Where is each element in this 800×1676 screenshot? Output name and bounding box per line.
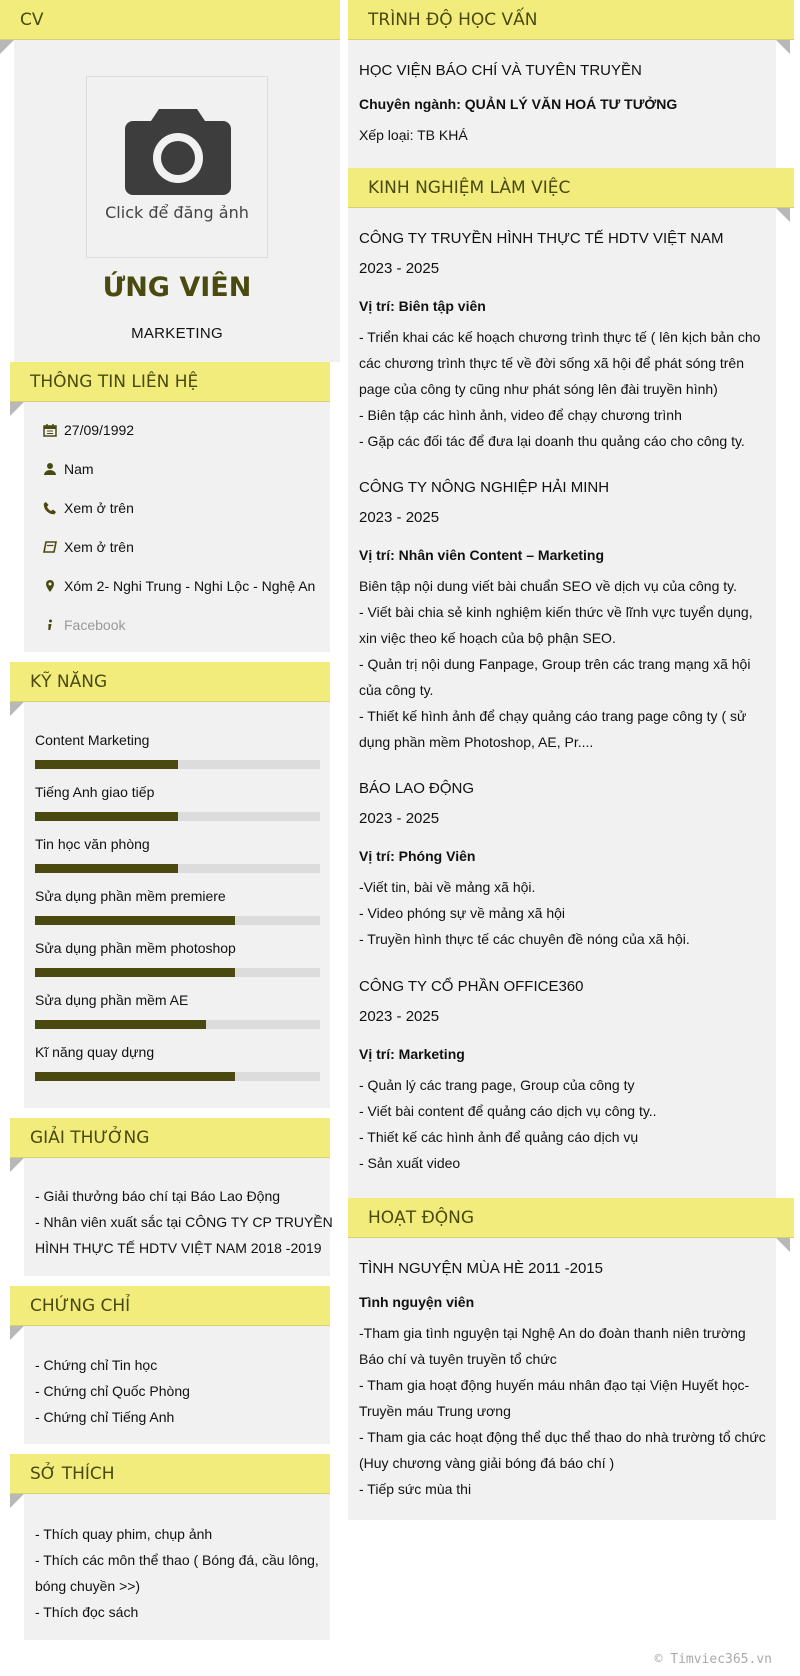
skill-item: [35, 940, 320, 977]
skill-bar-track: [35, 1020, 320, 1029]
hobby-line: - Thích quay phim, chụp ảnh: [35, 1526, 213, 1542]
skill-bar-track: [35, 1072, 320, 1081]
activity-role: Tình nguyện viên: [359, 1294, 475, 1310]
certificates-heading: CHỨNG CHỈ: [10, 1286, 330, 1326]
job-line: - Quản trị nội dung Fanpage, Group trên các trang mạng xã hội: [359, 656, 751, 672]
skill-item: [35, 1044, 320, 1081]
major: Chuyên ngành: QUẢN LÝ VĂN HOÁ TƯ TƯỞNG: [359, 96, 678, 112]
skill-bar-fill: [35, 760, 178, 769]
skill-item: [35, 888, 320, 925]
award-line: - Nhân viên xuất sắc tại CÔNG TY CP TRUYỀN: [35, 1214, 333, 1230]
cv-label: CV: [20, 10, 44, 30]
skill-bar-track: [35, 968, 320, 977]
person-icon: [42, 461, 58, 477]
job-line: -Viết tin, bài về mảng xã hội.: [359, 879, 536, 895]
gender-row: [42, 461, 94, 477]
hobby-line: bóng chuyền >>): [35, 1578, 141, 1594]
facebook-row[interactable]: [42, 617, 125, 633]
activity-line: -Tham gia tình nguyện tại Nghệ An do đoàn thanh niên trường: [359, 1325, 746, 1341]
skill-bar-track: [35, 864, 320, 873]
activity-line: - Tham gia các hoạt động thể dục thể thao do nhà trường tổ chức: [359, 1429, 766, 1445]
skill-bar-track: [35, 916, 320, 925]
skills-heading: KỸ NĂNG: [10, 662, 330, 702]
ribbon-fold: [10, 1494, 24, 1508]
company-name: BÁO LAO ĐỘNG: [359, 780, 475, 797]
ribbon-fold: [776, 40, 790, 54]
job-line: các chương trình thực tế về đời sống xã hội để phát sóng trên: [359, 355, 744, 371]
watermark: © Timviec365.vn: [654, 1652, 772, 1667]
job-line: - Viết bài content để quảng cáo dịch vụ công ty..: [359, 1103, 657, 1119]
job-period: 2023 - 2025: [359, 509, 440, 526]
job-line: - Viết bài chia sẻ kinh nghiệm kiến thức về lĩnh vực tuyển dụng,: [359, 604, 753, 620]
contact-panel: [24, 402, 330, 652]
calendar-icon: [42, 422, 58, 438]
job-title: MARKETING: [131, 325, 223, 342]
job-line: - Quản lý các trang page, Group của công ty: [359, 1077, 635, 1093]
job-period: 2023 - 2025: [359, 1008, 440, 1025]
experience-heading: KINH NGHIỆM LÀM VIỆC: [348, 168, 794, 208]
hobby-line: - Thích đọc sách: [35, 1604, 139, 1620]
skill-bar-fill: [35, 812, 178, 821]
skill-label: Sửa dụng phần mềm photoshop: [35, 940, 236, 956]
job-line: - Video phóng sự về mảng xã hội: [359, 905, 566, 921]
job-position: Vị trí: Marketing: [359, 1046, 465, 1062]
activity-line: (Huy chương vàng giải bóng đá báo chí ): [359, 1455, 615, 1471]
phone-value: Xem ở trên: [64, 500, 134, 516]
certificate-line: - Chứng chỉ Tin học: [35, 1357, 158, 1373]
activity-line: Truyền máu Trung ương: [359, 1403, 511, 1419]
job-line: - Thiết kế các hình ảnh để quảng cáo dịch vụ: [359, 1129, 639, 1145]
phone-row: [42, 500, 134, 516]
ribbon-fold: [10, 402, 24, 416]
skill-label: Tiếng Anh giao tiếp: [35, 784, 155, 800]
company-name: CÔNG TY CỔ PHẦN OFFICE360: [359, 978, 584, 995]
ribbon-fold: [10, 702, 24, 716]
photo-caption: Click để đăng ảnh: [105, 203, 249, 222]
hobbies-heading: SỞ THÍCH: [10, 1454, 330, 1494]
ribbon-fold: [776, 1238, 790, 1252]
job-period: 2023 - 2025: [359, 260, 440, 277]
company-name: CÔNG TY TRUYỀN HÌNH THỰC TẾ HDTV VIỆT NAM: [359, 230, 724, 247]
education-heading: TRÌNH ĐỘ HỌC VẤN: [348, 0, 794, 40]
school-name: HỌC VIỆN BÁO CHÍ VÀ TUYÊN TRUYỀN: [359, 62, 642, 79]
skill-label: Sửa dụng phần mềm AE: [35, 992, 189, 1008]
activity-line: - Tham gia hoạt động huyến máu nhân đạo tại Viện Huyết học-: [359, 1377, 750, 1393]
ribbon-fold: [10, 1326, 24, 1340]
skill-bar-track: [35, 760, 320, 769]
ribbon-fold: [776, 208, 790, 222]
birthday-row: [42, 422, 134, 438]
email-value: Xem ở trên: [64, 539, 134, 555]
info-icon: [42, 617, 58, 633]
skill-label: Kĩ năng quay dựng: [35, 1044, 155, 1060]
skill-item: [35, 992, 320, 1029]
skill-bar-track: [35, 812, 320, 821]
award-line: - Giải thưởng báo chí tại Báo Lao Động: [35, 1188, 281, 1204]
job-line: - Truyền hình thực tế các chuyên đề nóng của xã hội.: [359, 931, 690, 947]
job-period: 2023 - 2025: [359, 810, 440, 827]
birthday-value: 27/09/1992: [64, 422, 135, 438]
hobby-line: - Thích các môn thể thao ( Bóng đá, cầu lông,: [35, 1552, 319, 1568]
camera-icon: [123, 103, 233, 197]
photo-upload[interactable]: [86, 76, 268, 258]
job-line: - Gặp các đối tác để đưa lại doanh thu quảng cáo cho công ty.: [359, 433, 745, 449]
contact-heading: THÔNG TIN LIÊN HỆ: [10, 362, 330, 402]
job-line: - Biên tập các hình ảnh, video để chạy chương trình: [359, 407, 682, 423]
skill-bar-fill: [35, 916, 235, 925]
grade: Xếp loại: TB KHÁ: [359, 127, 468, 143]
activities-heading: HOẠT ĐỘNG: [348, 1198, 794, 1238]
candidate-name: ỨNG VIÊN: [102, 272, 252, 303]
job-line: page của công ty cũng như phát sóng lên đài truyền hình): [359, 381, 718, 397]
activity-title: TÌNH NGUYỆN MÙA HÈ 2011 -2015: [359, 1260, 603, 1277]
gender-value: Nam: [64, 461, 94, 477]
skill-bar-fill: [35, 1020, 206, 1029]
job-line: Biên tập nội dung viết bài chuẩn SEO về dịch vụ của công ty.: [359, 578, 737, 594]
envelope-icon: [42, 539, 58, 555]
skill-bar-fill: [35, 864, 178, 873]
certificate-line: - Chứng chỉ Quốc Phòng: [35, 1383, 190, 1399]
job-line: của công ty.: [359, 682, 434, 698]
skill-label: Tin học văn phòng: [35, 836, 150, 852]
skill-bar-fill: [35, 968, 235, 977]
activity-line: - Tiếp sức mùa thi: [359, 1481, 472, 1497]
address-value: Xóm 2- Nghi Trung - Nghi Lộc - Nghệ An: [64, 578, 316, 594]
certificate-line: - Chứng chỉ Tiếng Anh: [35, 1409, 175, 1425]
skill-bar-fill: [35, 1072, 235, 1081]
job-line: - Triển khai các kế hoạch chương trình thực tế ( lên kịch bản cho: [359, 329, 761, 345]
skill-label: Content Marketing: [35, 732, 150, 748]
map-pin-icon: [42, 578, 58, 594]
job-line: dụng phần mềm Photoshop, AE, Pr....: [359, 734, 594, 750]
email-row: [42, 539, 134, 555]
job-position: Vị trí: Biên tập viên: [359, 298, 486, 314]
job-line: - Sản xuất video: [359, 1155, 461, 1171]
skill-item: [35, 732, 320, 769]
phone-icon: [42, 500, 58, 516]
company-name: CÔNG TY NÔNG NGHIỆP HẢI MINH: [359, 479, 610, 496]
skill-item: [35, 784, 320, 821]
activity-line: Báo chí và tuyên truyền tổ chức: [359, 1351, 557, 1367]
awards-heading: GIẢI THƯỞNG: [10, 1118, 330, 1158]
job-line: - Thiết kế hình ảnh để chạy quảng cáo trang page công ty ( sử: [359, 708, 747, 724]
job-position: Vị trí: Phóng Viên: [359, 848, 476, 864]
ribbon-fold: [0, 40, 14, 54]
skill-item: [35, 836, 320, 873]
job-line: xin việc theo kế hoạch của bộ phận SEO.: [359, 630, 616, 646]
ribbon-fold: [10, 1158, 24, 1172]
job-position: Vị trí: Nhân viên Content – Marketing: [359, 547, 605, 563]
award-line: HÌNH THỰC TẾ HDTV VIỆT NAM 2018 -2019: [35, 1240, 322, 1256]
skill-label: Sửa dụng phần mềm premiere: [35, 888, 226, 904]
facebook-link[interactable]: Facebook: [64, 617, 126, 633]
address-row: [42, 578, 315, 594]
cv-header: [0, 0, 340, 40]
